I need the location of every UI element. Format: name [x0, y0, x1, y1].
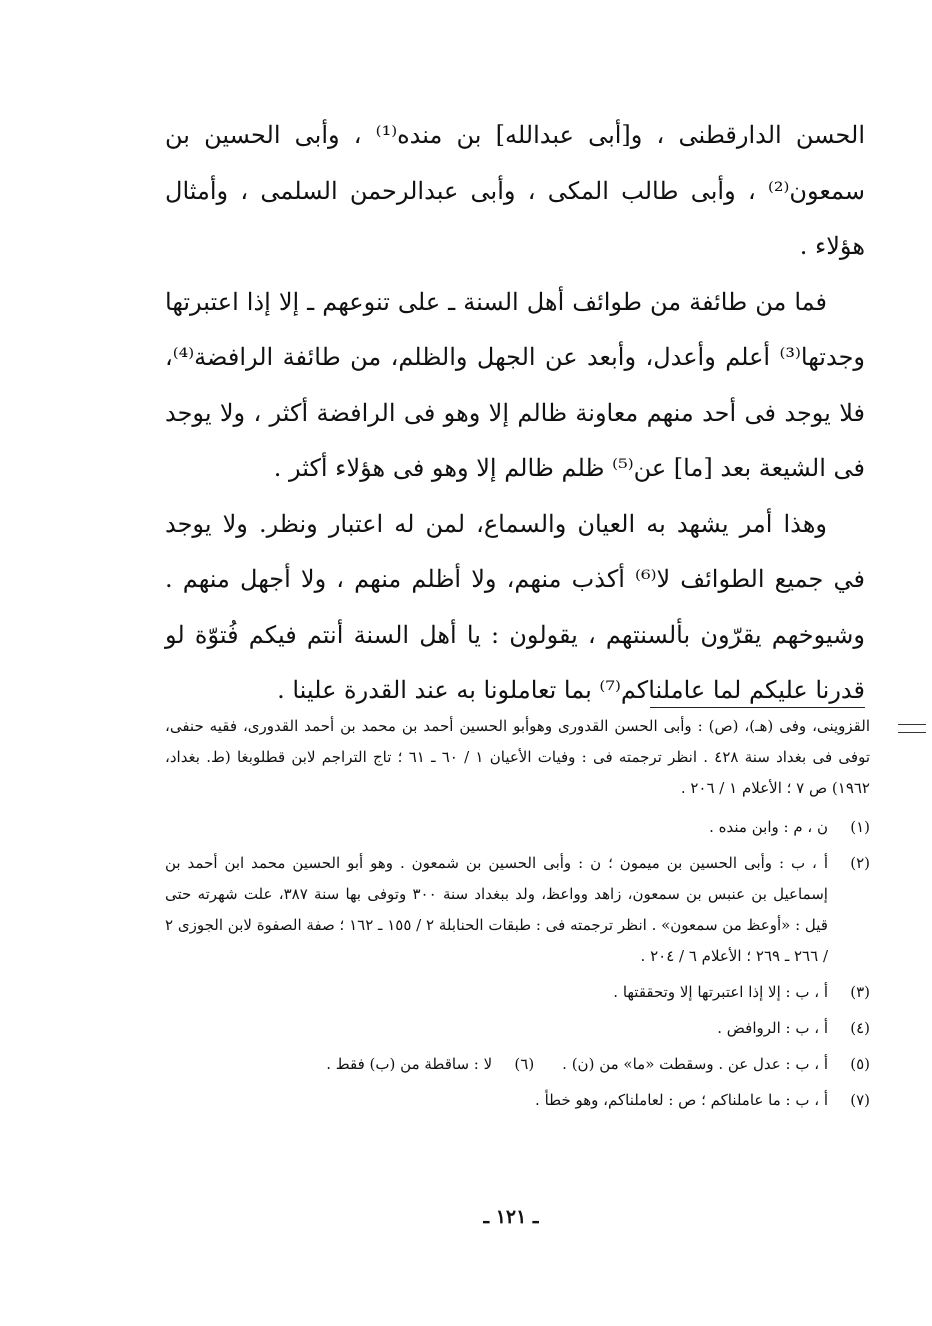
footnote-number: (٤) — [850, 1019, 870, 1037]
footnote-1 — [165, 812, 870, 843]
footnote-number: (١) — [850, 818, 870, 836]
footnote-number: (٢) — [850, 854, 870, 872]
footnote-row-5-6 — [165, 1049, 870, 1080]
footnote-2 — [165, 848, 870, 972]
footnote-number: (٦) — [514, 1055, 535, 1073]
footnote-continuation: القزوينى، وفى (هـ)، (ص) : وأبى الحسن القدورى وهوأبو الحسين أحمد بن محمد بن أحمد القدورى، فقيه حنفى، توفى فى بغداد سنة ٤٢٨ . انظر ترجمته فى : وفيات الأعيان ١ / ٦٠ ـ ٦١ ؛ تاج التراجم لابن قطلوبغا (ط. بغداد، ١٩٦٢) ص ٧ ؛ الأعلام ١ / ٢٠٦ . — [165, 717, 870, 797]
footnote-text: أ ، ب : الروافض . — [717, 1019, 828, 1037]
margin-mark — [898, 724, 926, 733]
footnote-7 — [165, 1085, 870, 1116]
footnote-text: أ ، ب : عدل عن . وسقطت «ما» من (ن) . — [562, 1055, 828, 1073]
footnote-text: لا : ساقطة من (ب) فقط . — [326, 1055, 493, 1073]
footnotes-block — [165, 711, 870, 1121]
paragraph-1: الحسن الدارقطنى ، و[أبى عبدالله] بن منده⁽¹⁾ ، وأبى الحسين بن سمعون⁽²⁾ ، وأبى طالب المكى ، وأبى عبدالرحمن السلمى ، وأمثال هؤلاء . — [165, 121, 865, 260]
paragraph-3: وهذا أمر يشهد به العيان والسماع، لمن له اعتبار ونظر. ولا يوجد في جميع الطوائف لا⁽⁶⁾ أكذب منهم، ولا أظلم منهم ، ولا أجهل منهم . وشيوخهم يقرّون بألسنتهم ، يقولون : يا أهل السنة أنتم فيكم فُتوّة لو قدرنا عليكم لما عاملناكم⁽⁷⁾ بما تعاملونا به عند القدرة علينا . — [165, 509, 865, 704]
footnote-text: ن ، م : وابن منده . — [709, 818, 828, 836]
footnote-number: (٥) — [850, 1055, 870, 1073]
footnote-separator — [650, 707, 865, 708]
footnote-3 — [165, 977, 870, 1008]
footnote-number: (٣) — [850, 983, 870, 1001]
footnote-text: أ ، ب : ما عاملناكم ؛ ص : لعاملناكم، وهو خطأ . — [535, 1091, 828, 1109]
main-text-block — [165, 108, 865, 719]
paragraph-2: فما من طائفة من طوائف أهل السنة ـ على تنوعهم ـ إلا إذا اعتبرتها وجدتها⁽³⁾ أعلم وأعدل، وأبعد عن الجهل والظلم، من طائفة الرافضة⁽⁴⁾، فلا يوجد فى أحد منهم معاونة ظالم إلا وهو فى الرافضة أكثر ، ولا يوجد فى الشيعة بعد [ما] عن⁽⁵⁾ ظلم ظالم إلا وهو فى هؤلاء أكثر . — [165, 287, 865, 482]
footnote-text: أ ، ب : وأبى الحسين بن ميمون ؛ ن : وأبى الحسين بن شمعون . وهو أبو الحسين محمد ابن أحمد بن إسماعيل بن عنبس بن سمعون، زاهد وواعظ، ولد ببغداد سنة ٣٠٠ وتوفى بها سنة ٣٨٧، علت شهرته حتى قيل : «أوعظ من سمعون» . انظر ترجمته فى : طبقات الحنابلة ٢ / ١٥٥ ـ ١٦٢ ؛ صفة الصفوة لابن الجوزى ٢ / ٢٦٦ ـ ٢٦٩ ؛ الأعلام ٦ / ٢٠٤ . — [165, 854, 828, 965]
page-number: ـ ١٢١ ـ — [483, 1206, 539, 1228]
spacer — [534, 1049, 562, 1080]
footnote-text: أ ، ب : إلا إذا اعتبرتها إلا وتحققتها . — [613, 983, 828, 1001]
footnote-4 — [165, 1013, 870, 1044]
footnote-number: (٧) — [850, 1091, 870, 1109]
